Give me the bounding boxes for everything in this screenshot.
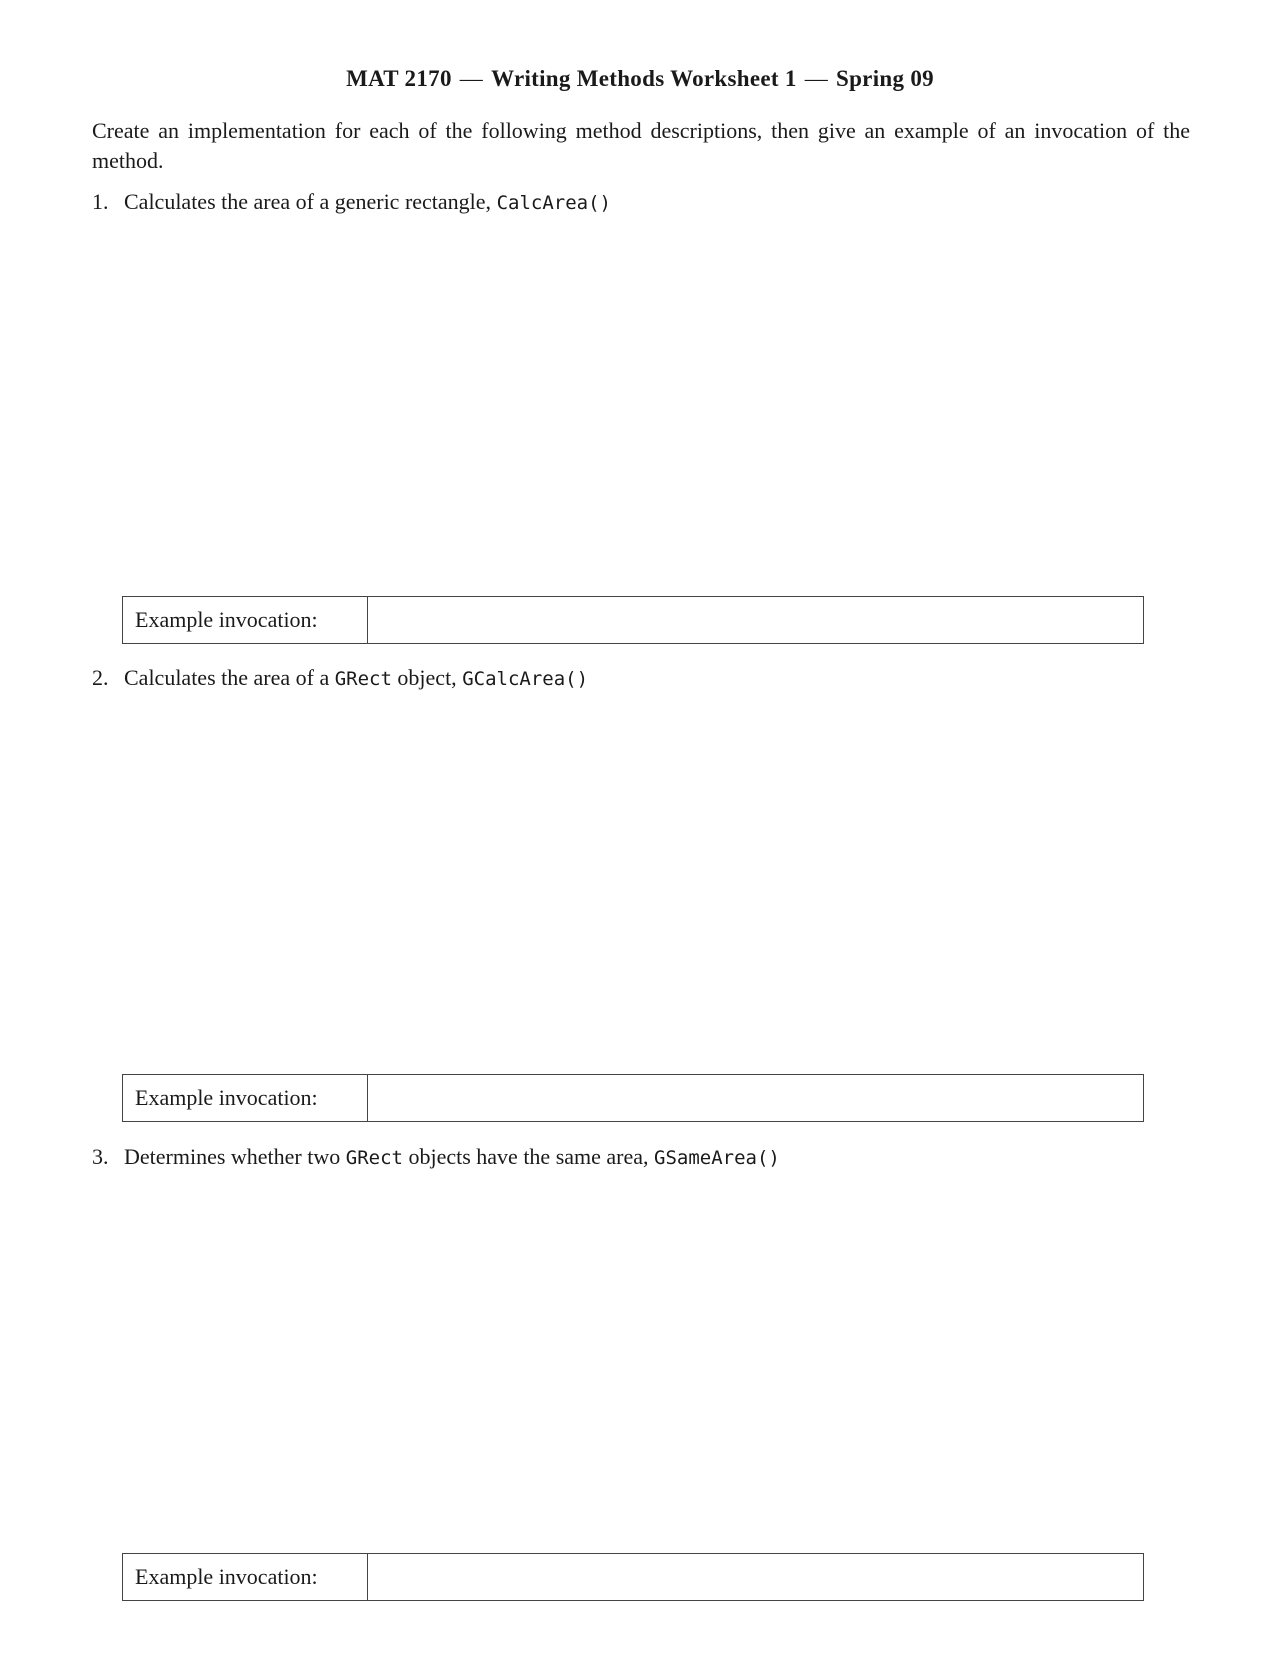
- invocation-answer-field[interactable]: [368, 597, 1143, 643]
- invocation-answer-field[interactable]: [368, 1554, 1143, 1600]
- invocation-label: Example invocation:: [123, 1075, 368, 1121]
- invocation-box-1: [122, 596, 1144, 644]
- class-name: GRect: [345, 1147, 403, 1169]
- question-text: Calculates the area of a: [124, 665, 335, 690]
- method-name: GCalcArea(): [462, 668, 589, 690]
- title-separator: —: [804, 66, 828, 91]
- question-number: 2.: [92, 665, 109, 690]
- question-3: [92, 1143, 780, 1172]
- question-number: 1.: [92, 189, 109, 214]
- question-1: [92, 188, 611, 217]
- question-text: object,: [391, 665, 463, 690]
- invocation-label: Example invocation:: [123, 1554, 368, 1600]
- method-name: GSameArea(): [654, 1147, 780, 1169]
- question-2: [92, 664, 588, 693]
- question-text: Determines whether two: [124, 1144, 346, 1169]
- question-text: objects have the same area,: [402, 1144, 655, 1169]
- invocation-box-2: [122, 1074, 1144, 1122]
- instructions: Create an implementation for each of the following method descriptions, then give an example of an invocation of the method.: [92, 118, 1190, 173]
- invocation-answer-field[interactable]: [368, 1075, 1143, 1121]
- worksheet-title: [0, 66, 1280, 92]
- question-text: Calculates the area of a generic rectangle,: [124, 189, 497, 214]
- term: Spring 09: [836, 66, 934, 91]
- invocation-label: Example invocation:: [123, 597, 368, 643]
- worksheet-name: Writing Methods Worksheet 1: [491, 66, 797, 91]
- title-separator: —: [459, 66, 484, 91]
- course-code: MAT 2170: [346, 66, 452, 91]
- question-number: 3.: [92, 1144, 109, 1169]
- invocation-box-3: [122, 1553, 1144, 1601]
- class-name: GRect: [334, 668, 392, 690]
- method-name: CalcArea(): [496, 192, 611, 214]
